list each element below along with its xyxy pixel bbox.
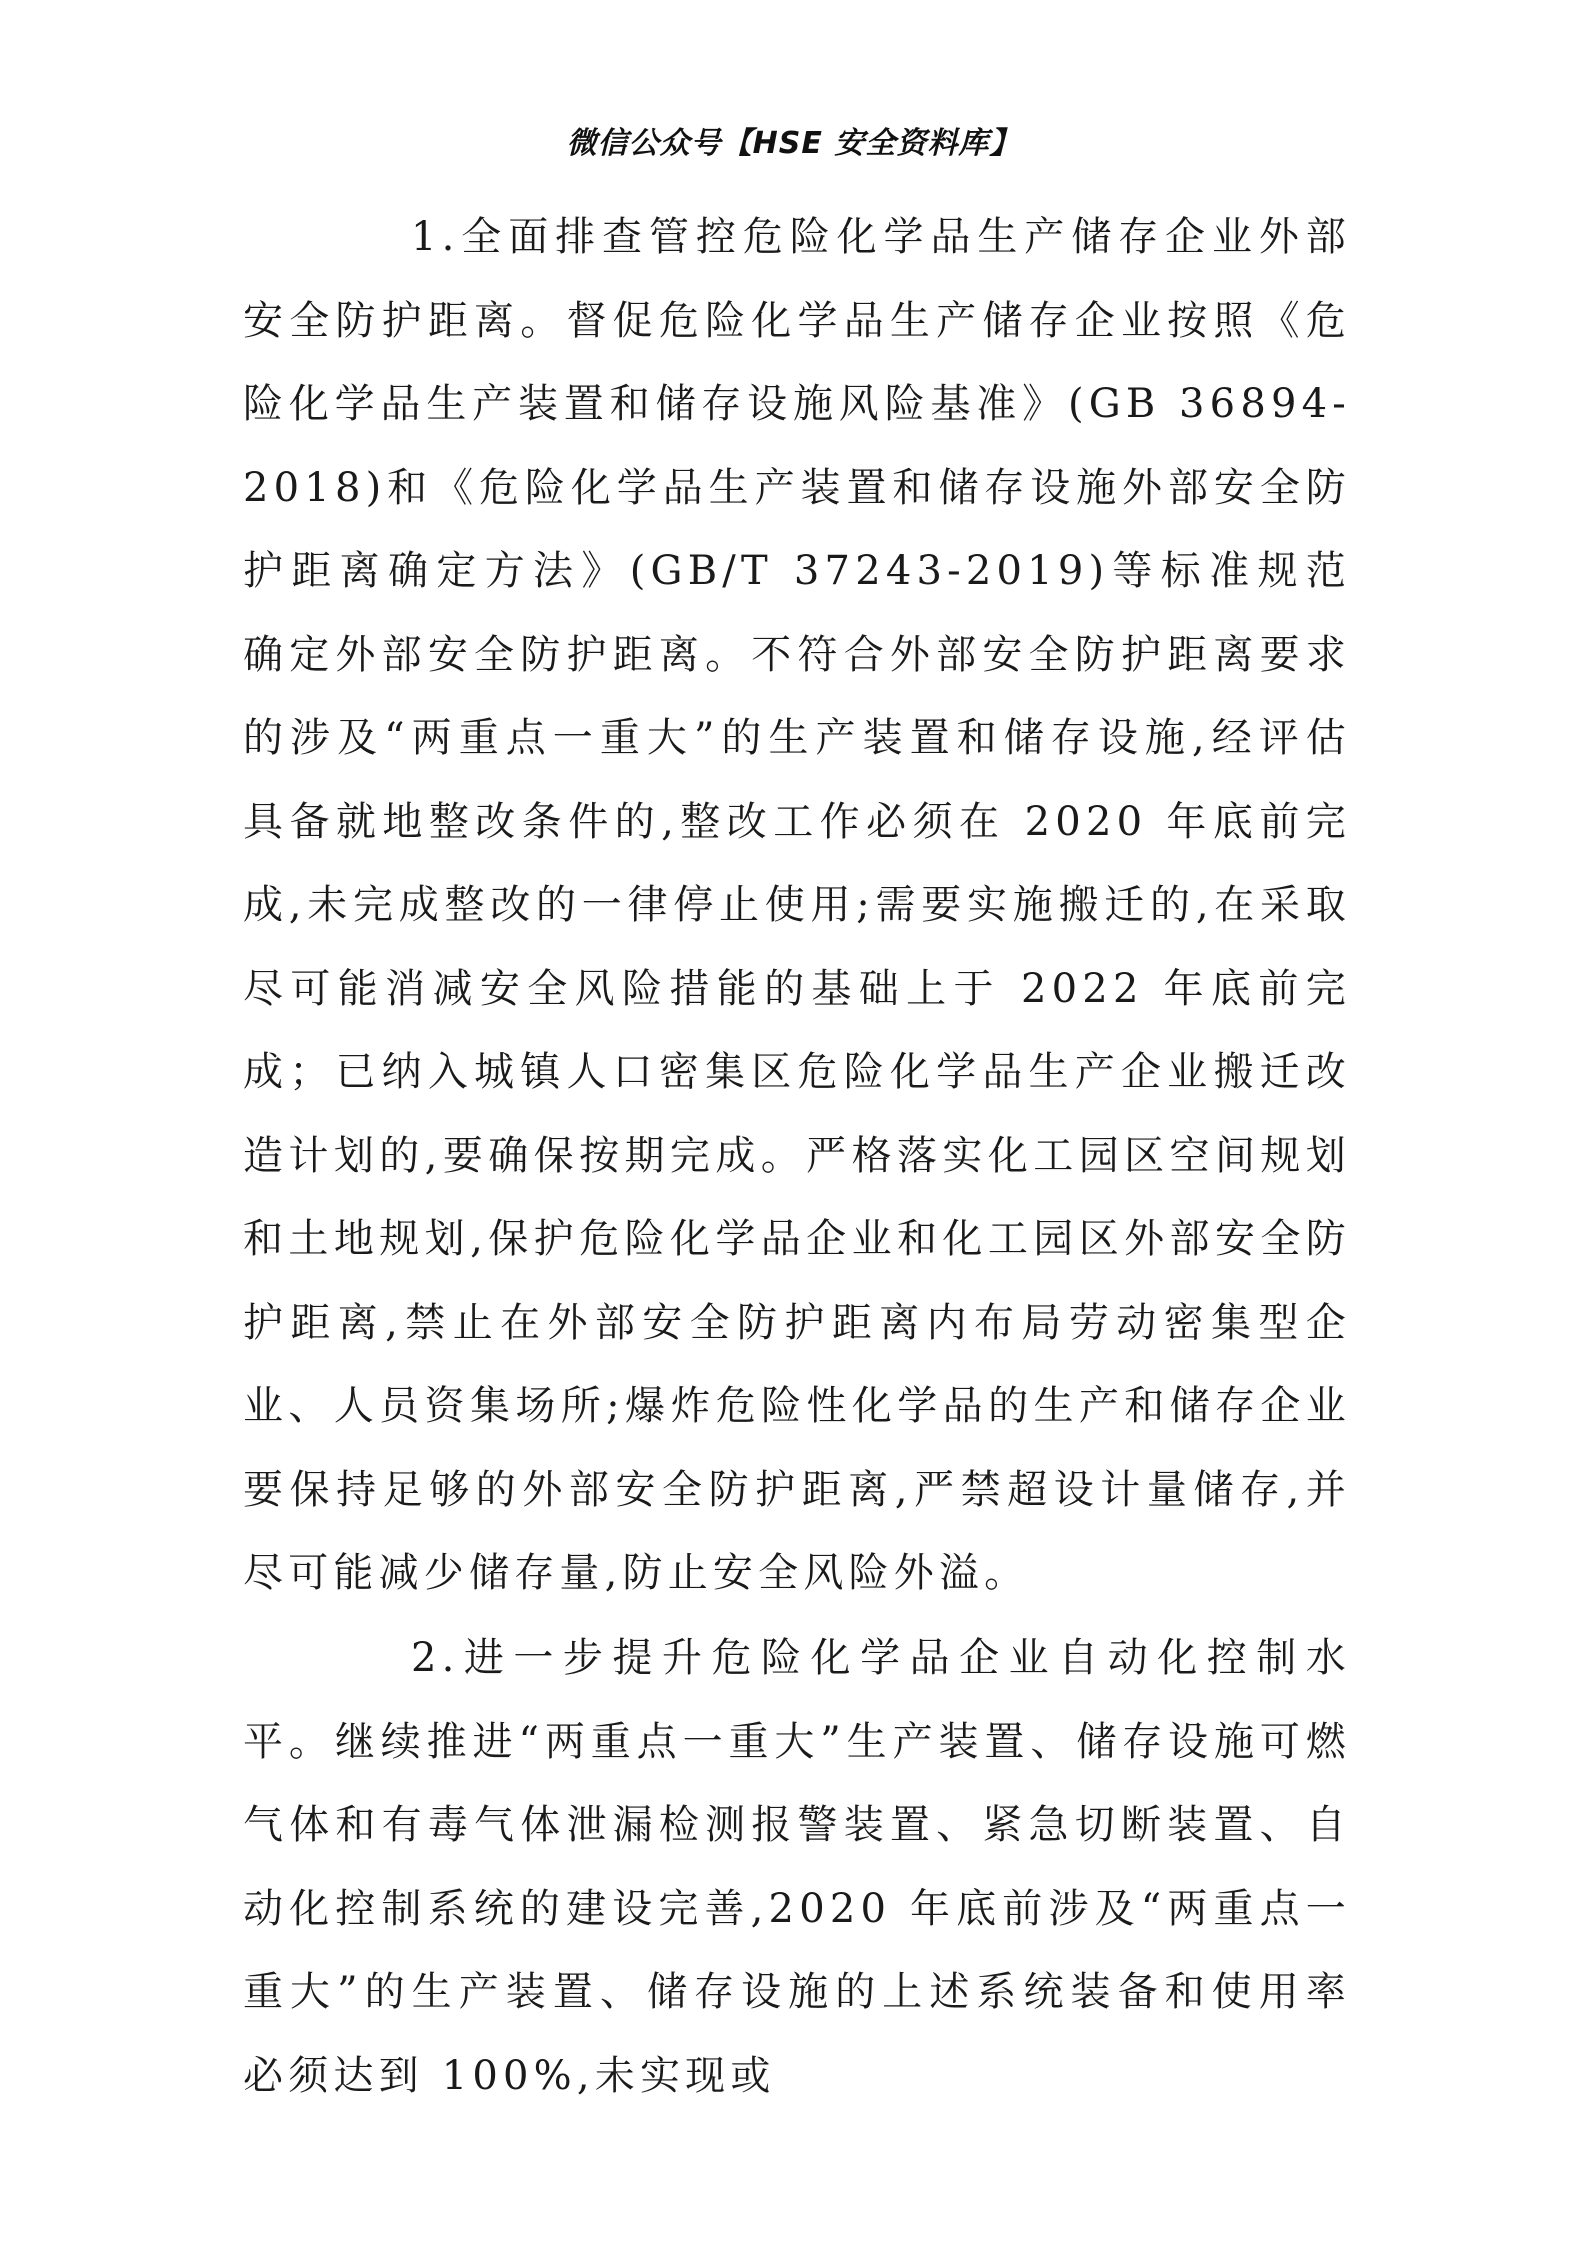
paragraph-2: 2.进一步提升危险化学品企业自动化控制水平。继续推进“两重点一重大”生产装置、储存设施可燃气体和有毒气体泄漏检测报警装置、紧急切断装置、自动化控制系统的建设完善,2020 年底前涉及“两重点一重大”的生产装置、储存设施的上述系统装备和使用率必须达到 100%,未实现或 [243, 1635, 1351, 2099]
paragraph-1: 1.全面排查管控危险化学品生产储存企业外部安全防护距离。督促危险化学品生产储存企业按照《危险化学品生产装置和储存设施风险基准》(GB 36894-2018)和《危险化学品生产装置和储存设施外部安全防护距离确定方法》(GB/T 37243-2019)等标准规范确定外部安全防护距离。不符合外部安全防护距离要求的涉及“两重点一重大”的生产装置和储存设施,经评估具备就地整改条件的,整改工作必须在 2020 年底前完成,未完成整改的一律停止使用;需要实施搬迁的,在采取尽可能消减安全风险措能的基础上于 2022 年底前完成；已纳入城镇人口密集区危险化学品生产企业搬迁改造计划的,要确保按期完成。严格落实化工园区空间规划和土地规划,保护危险化学品企业和化工园区外部安全防护距离,禁止在外部安全防护距离内布局劳动密集型企业、人员资集场所;爆炸危险性化学品的生产和储存企业要保持足够的外部安全防护距离,严禁超设计量储存,并尽可能减少储存量,防止安全风险外溢。 [243, 214, 1351, 1596]
page-header: 微信公众号【HSE 安全资料库】 [566, 126, 1021, 161]
